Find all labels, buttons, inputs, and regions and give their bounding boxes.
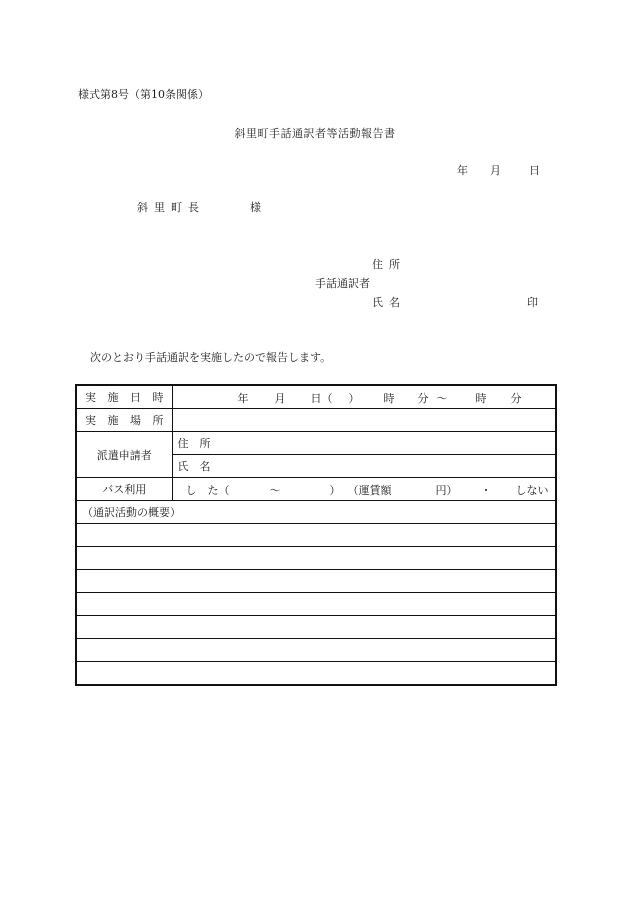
document-title: 斜里町手話通訳者等活動報告書	[234, 127, 396, 140]
applicant-label: 派遣申請者	[76, 432, 172, 478]
summary-line[interactable]	[76, 593, 556, 616]
bus-field[interactable]: し た（ ～ ） （運賃額 円） ・ しない	[172, 478, 556, 501]
date-day-label: 日	[529, 164, 540, 177]
date-year-label: 年	[457, 164, 468, 177]
report-table	[75, 384, 557, 686]
summary-label: （通訳活動の概要）	[76, 501, 556, 524]
applicant-address-field[interactable]: 住 所	[172, 432, 556, 455]
summary-line[interactable]	[76, 570, 556, 593]
summary-line[interactable]	[76, 662, 556, 686]
summary-line[interactable]	[76, 524, 556, 547]
reporter-address-label: 住所	[372, 258, 406, 271]
bus-row	[76, 478, 556, 501]
reporter-role-label: 手話通訳者	[315, 277, 370, 290]
datetime-field[interactable]: 年 月 日（ ） 時 分 ～ 時 分	[172, 385, 556, 409]
intro-text: 次のとおり手話通訳を実施したので報告します。	[90, 351, 332, 364]
seal-mark: 印	[527, 296, 538, 309]
form-number: 様式第8号（第10条関係）	[78, 88, 209, 101]
date-month-label: 月	[490, 164, 501, 177]
summary-header-row	[76, 501, 556, 524]
place-row	[76, 409, 556, 432]
bus-label: バス利用	[76, 478, 172, 501]
summary-line[interactable]	[76, 639, 556, 662]
addressee-name: 斜里町長	[137, 201, 205, 214]
applicant-address-row	[76, 432, 556, 455]
place-field[interactable]	[172, 409, 556, 432]
place-label: 実 施 場 所	[76, 409, 172, 432]
reporter-name-label: 氏名	[372, 296, 406, 309]
datetime-label: 実 施 日 時	[76, 385, 172, 409]
summary-line[interactable]	[76, 616, 556, 639]
addressee-honorific: 様	[250, 201, 261, 214]
summary-line[interactable]	[76, 547, 556, 570]
applicant-name-field[interactable]: 氏 名	[172, 455, 556, 478]
datetime-row	[76, 385, 556, 409]
